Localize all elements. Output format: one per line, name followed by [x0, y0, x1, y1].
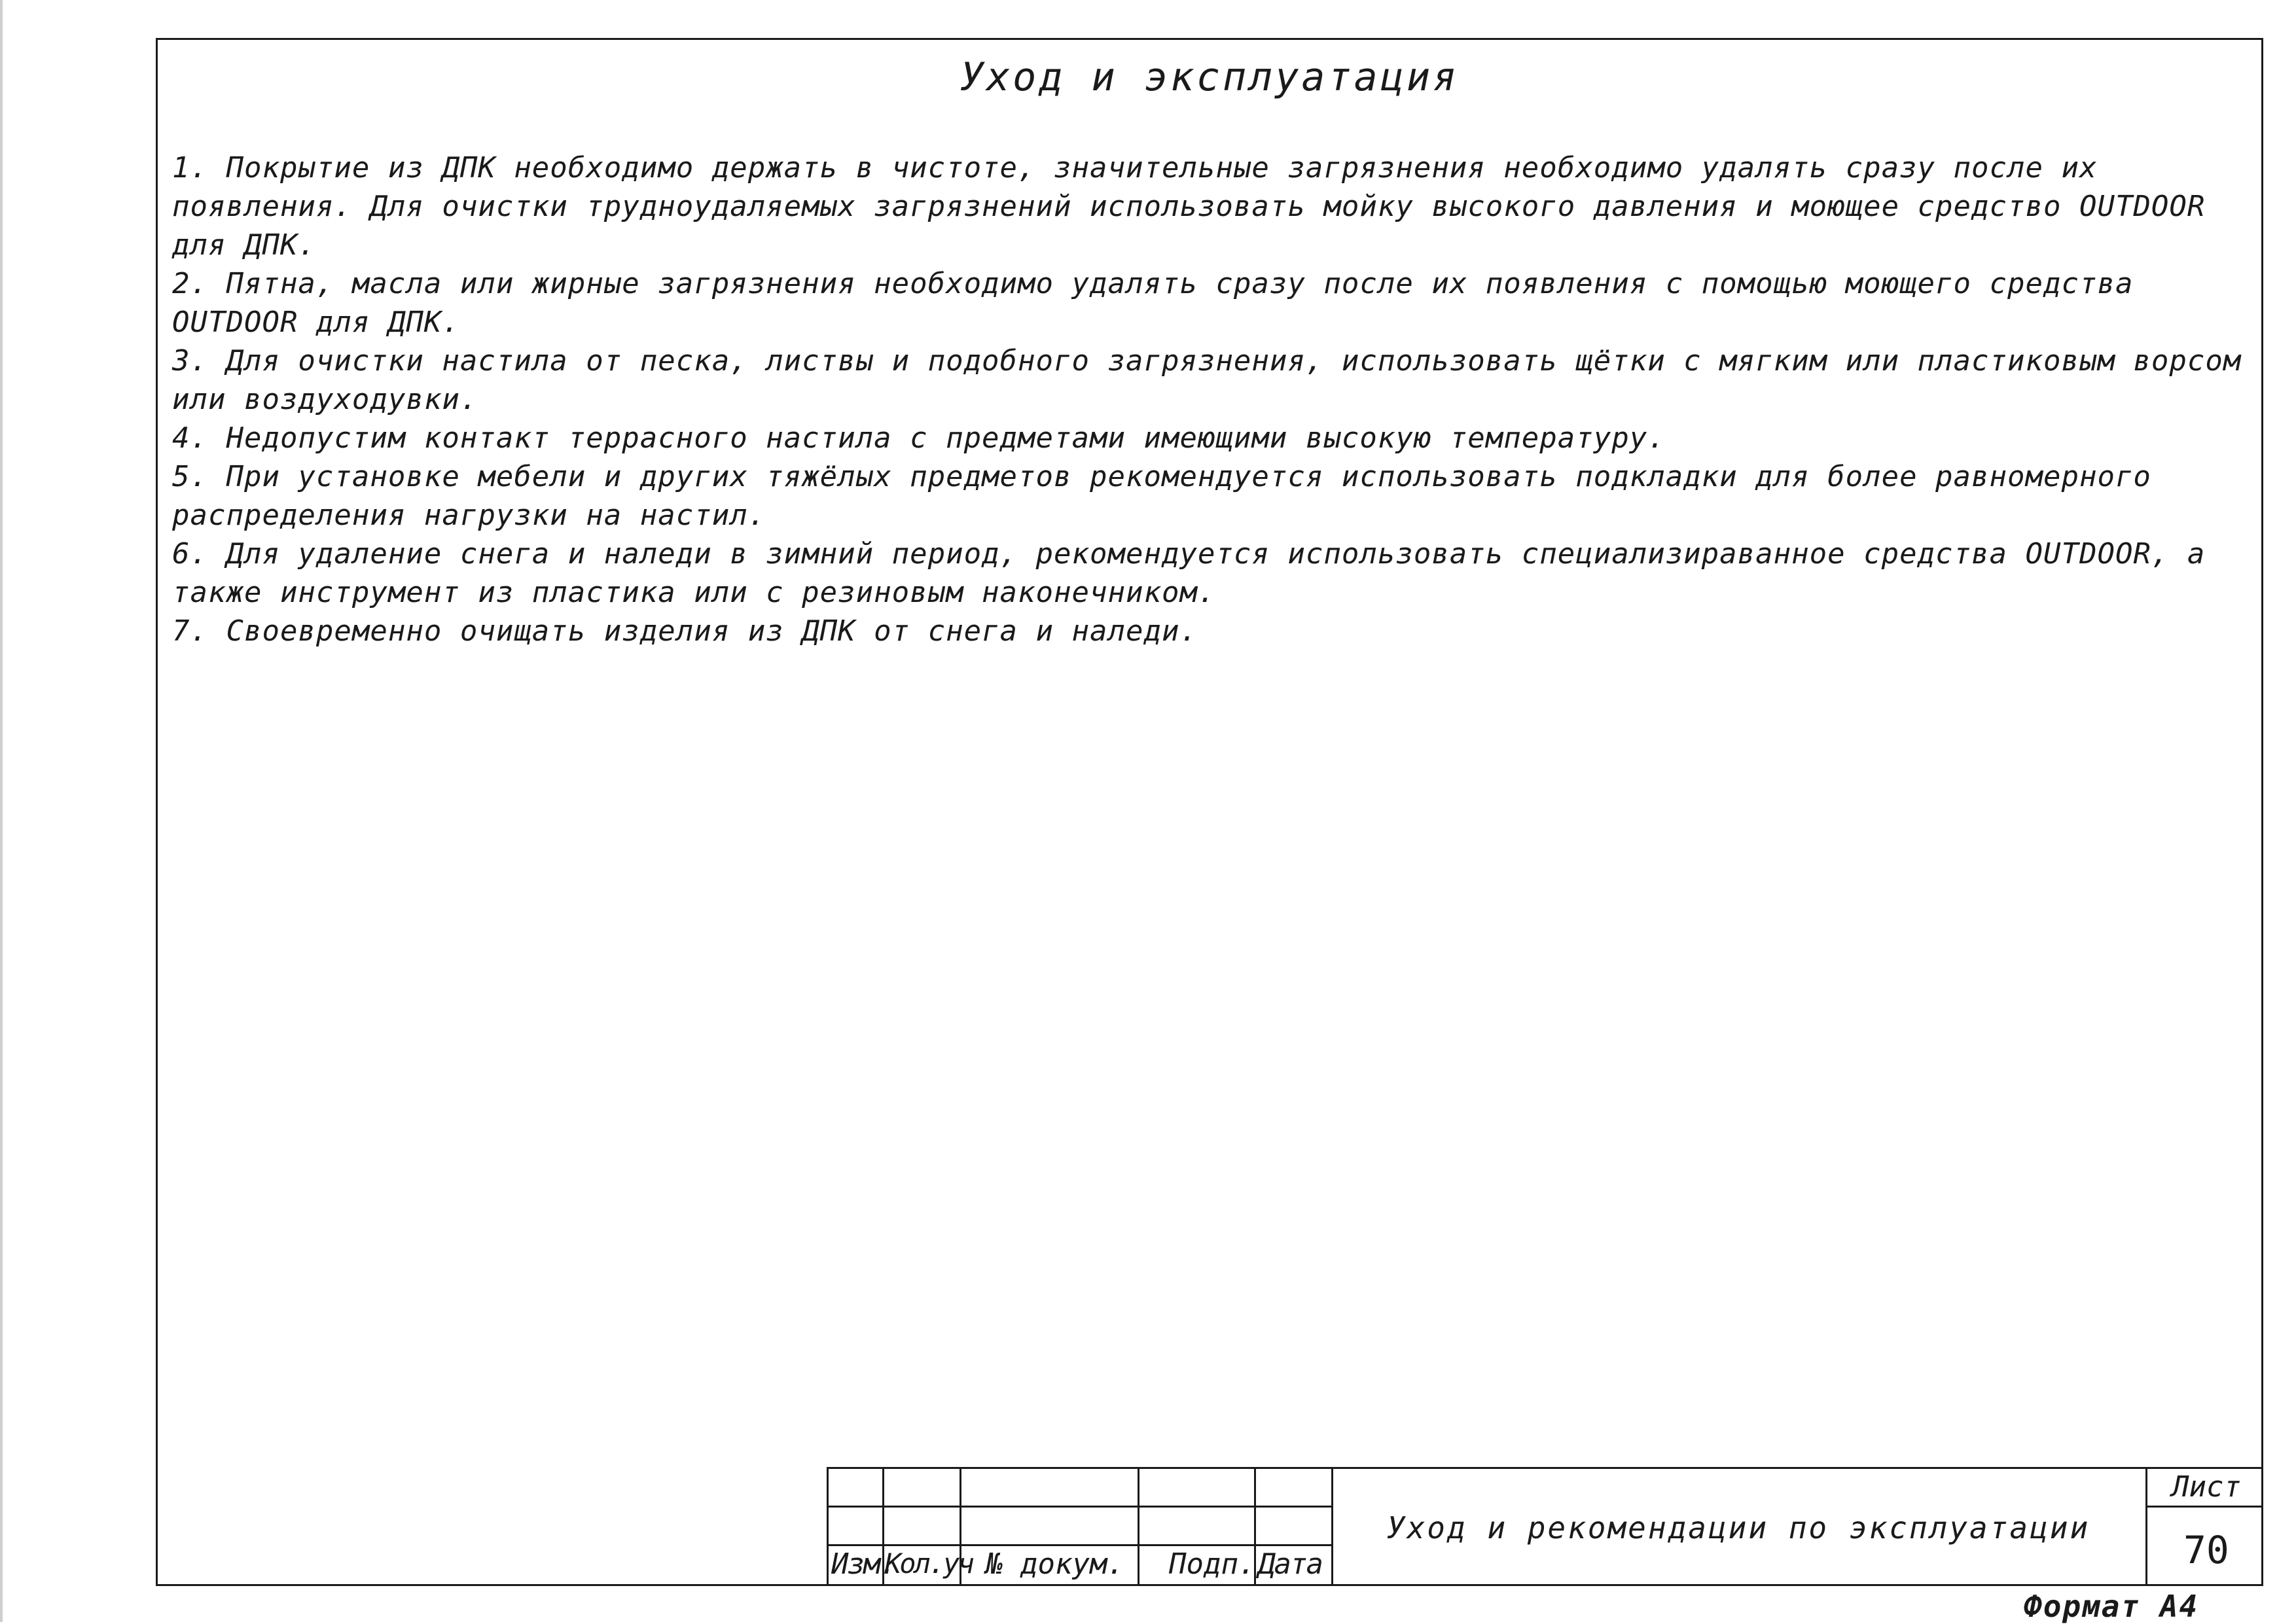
title-block-line — [829, 1506, 1331, 1508]
instruction-item: 1. Покрытие из ДПК необходимо держать в чистоте, значительные загрязнения необходимо удалять сразу после их появления. Для очистки трудноудаляемых загрязнений использовать мойку высокого давления и моющее средство OUTDOOR для ДПК. — [172, 151, 2206, 262]
instruction-item: 6. Для удаление снега и наледи в зимний период, рекомендуется использовать специализираванное средства OUTDOOR, а также инструмент из пластика или с резиновым наконечником. — [172, 537, 2206, 609]
col-izm: Изм. — [831, 1547, 895, 1581]
title-block-line — [2145, 1469, 2147, 1584]
page-left-edge — [0, 0, 3, 1622]
title-block — [827, 1467, 2261, 1584]
document-title: Уход и рекомендации по эксплуатации — [1386, 1509, 2090, 1545]
title-block-line — [1138, 1469, 1139, 1584]
instruction-item: 2. Пятна, масла или жирные загрязнения необходимо удалять сразу после их появления с помощью моющего средства OUTDOOR для ДПК. — [172, 267, 2134, 339]
instruction-item: 4. Недопустим контакт террасного настила с предметами имеющими высокую температуру. — [172, 421, 1666, 455]
instruction-item: 7. Своевременно очищать изделия из ДПК от снега и наледи. — [172, 614, 1198, 648]
col-doc: № докум. — [986, 1547, 1124, 1581]
page-title: Уход и эксплуатация — [960, 54, 1460, 100]
title-block-line — [829, 1544, 1331, 1546]
instruction-item: 5. При установке мебели и других тяжёлых предметов рекомендуется использовать подкладки для более равномерного распределения нагрузки на настил. — [172, 460, 2151, 532]
sheet-label: Лист — [2172, 1470, 2241, 1504]
sheet-number: 70 — [2183, 1528, 2229, 1572]
instruction-item: 3. Для очистки настила от песка, листвы и подобного загрязнения, использовать щётки с мягким или пластиковым ворсом или воздуходувки. — [172, 344, 2242, 416]
col-date: Дата — [1258, 1547, 1322, 1581]
format-label: Формат А4 — [2024, 1589, 2199, 1624]
title-block-line — [2145, 1506, 2263, 1508]
instructions-list — [172, 149, 2253, 650]
col-podp: Подп. — [1169, 1547, 1256, 1581]
drawing-frame — [156, 38, 2263, 1586]
col-kol: Кол.уч — [885, 1547, 973, 1580]
